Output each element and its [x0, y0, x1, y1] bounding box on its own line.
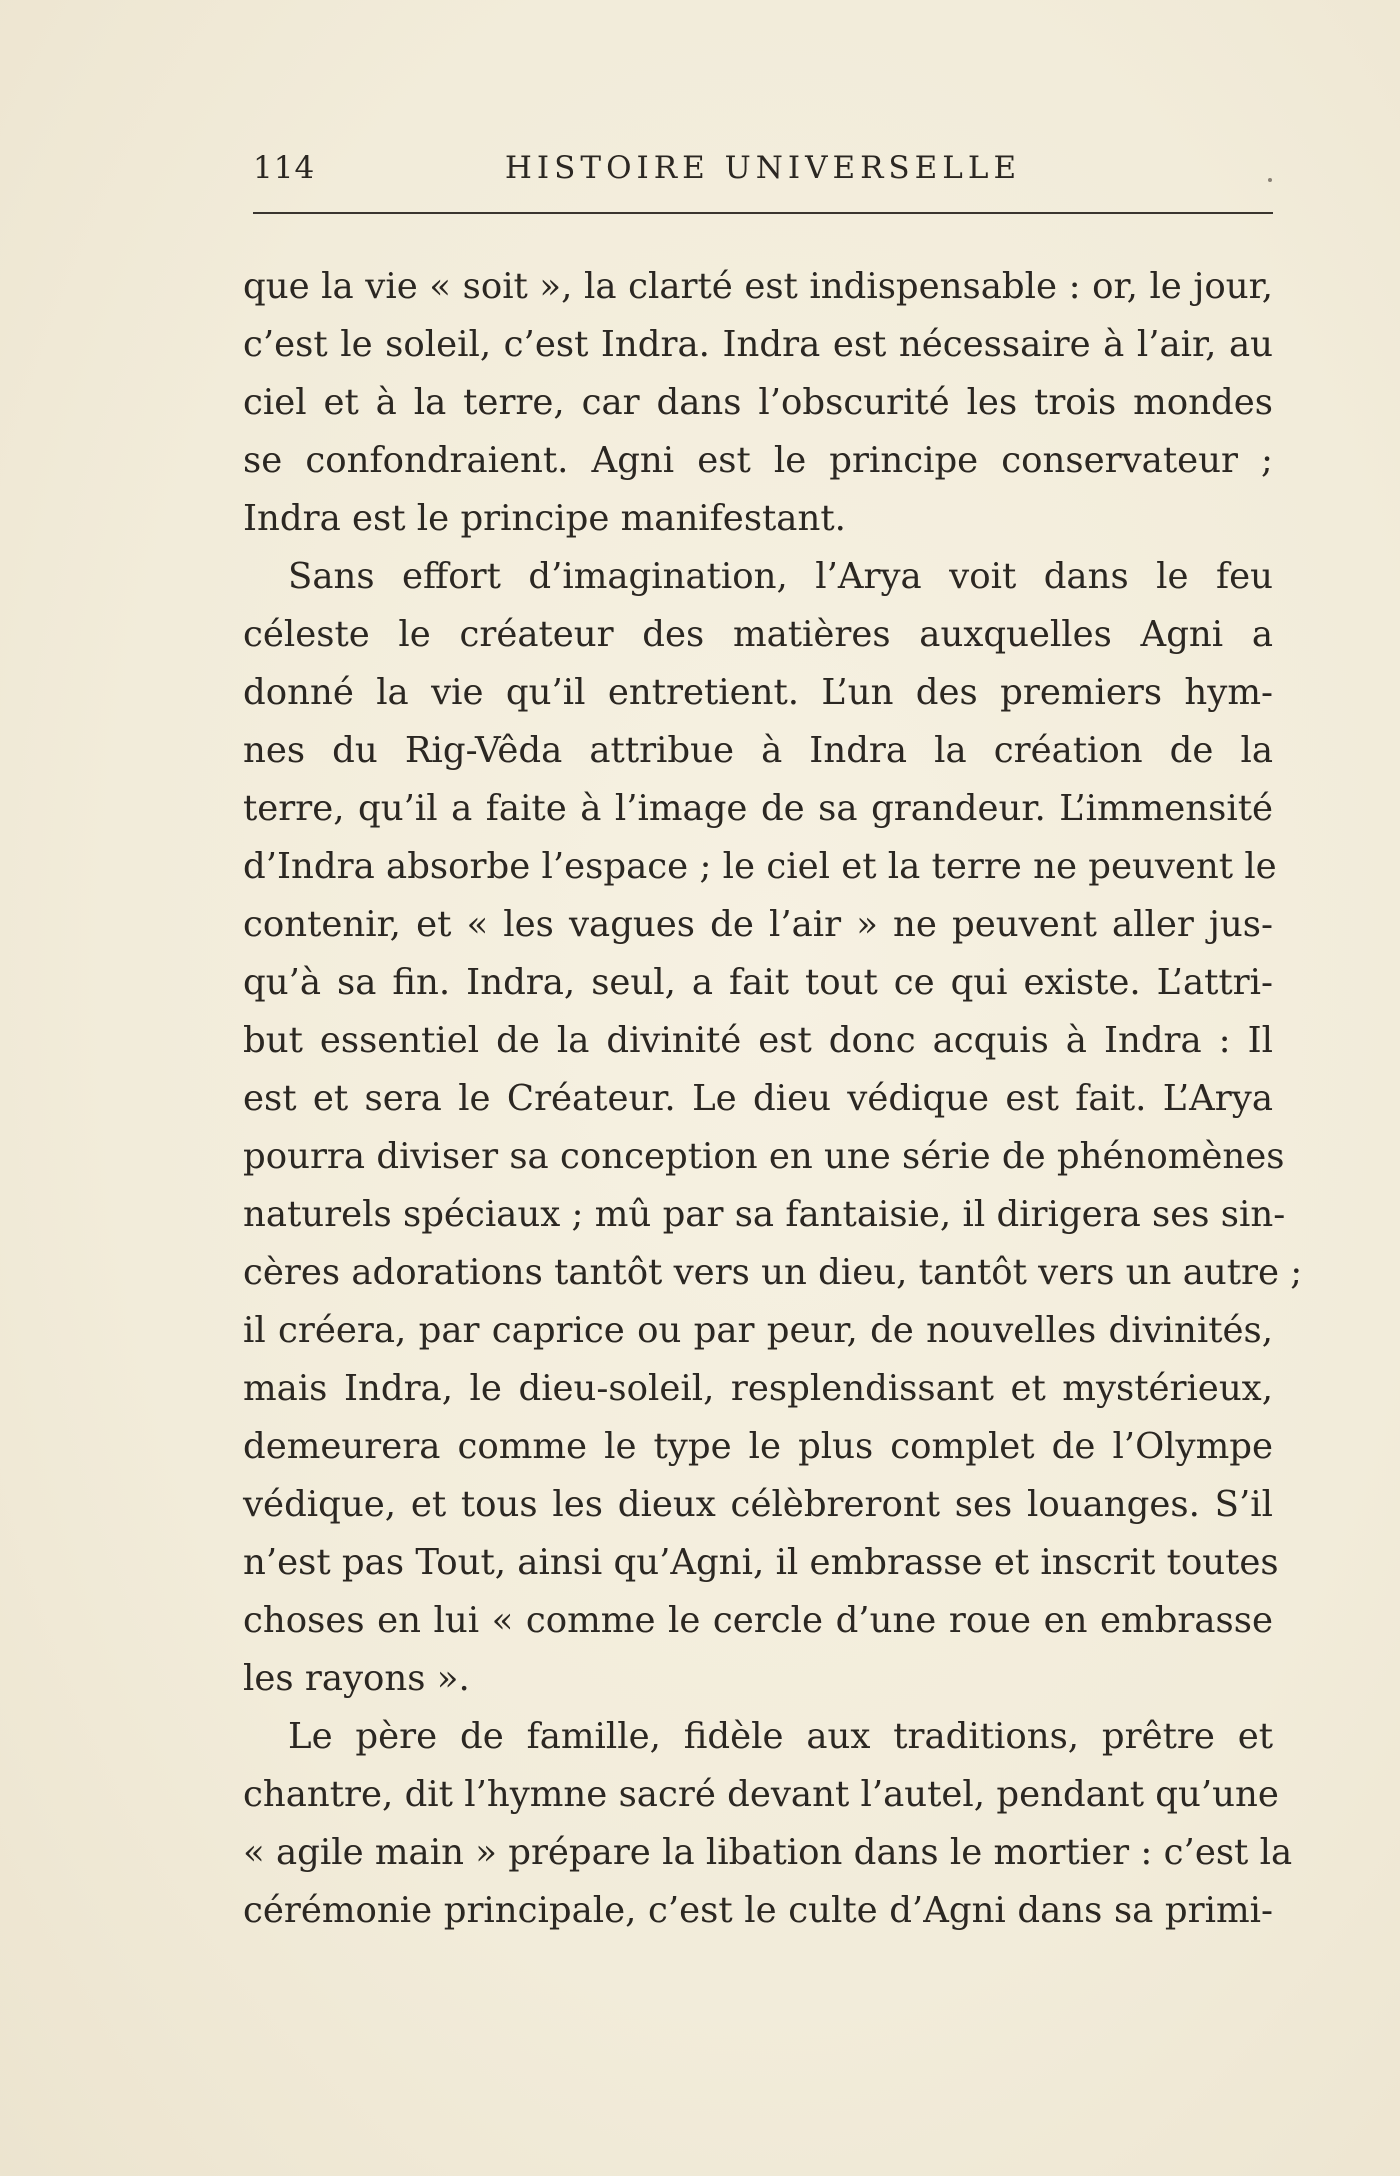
text-line: pourra diviser sa conception en une série de phénomènes	[243, 1136, 1285, 1177]
text-line: est et sera le Créateur. Le dieu védique est fait. L’Arya	[243, 1078, 1273, 1119]
text-line: qu’à sa fin. Indra, seul, a fait tout ce qui existe. L’attri-	[243, 962, 1273, 1003]
text-line: les rayons ».	[243, 1658, 470, 1699]
header-rule	[253, 212, 1273, 214]
text-line: céleste le créateur des matières auxquelles Agni a	[243, 614, 1273, 655]
text-line: « agile main » prépare la libation dans le mortier : c’est la	[243, 1832, 1293, 1873]
text-line: choses en lui « comme le cercle d’une roue en embrasse	[243, 1600, 1273, 1641]
text-line: c’est le soleil, c’est Indra. Indra est nécessaire à l’air, au	[243, 324, 1273, 365]
text-line: demeurera comme le type le plus complet de l’Olympe	[243, 1426, 1273, 1467]
running-head	[253, 150, 1273, 194]
text-line: se confondraient. Agni est le principe conservateur ;	[243, 440, 1273, 481]
text-line: mais Indra, le dieu-soleil, resplendissant et mystérieux,	[243, 1368, 1273, 1409]
text-line: d’Indra absorbe l’espace ; le ciel et la terre ne peuvent le	[243, 846, 1277, 887]
body-text	[243, 258, 1303, 1940]
text-line: que la vie « soit », la clarté est indispensable : or, le jour,	[243, 266, 1273, 307]
text-line: Sans effort d’imagination, l’Arya voit dans le feu	[288, 556, 1273, 597]
page-number: 114	[253, 150, 316, 186]
text-line: ciel et à la terre, car dans l’obscurité les trois mondes	[243, 382, 1273, 423]
text-line: nes du Rig-Vêda attribue à Indra la création de la	[243, 730, 1273, 771]
text-line: n’est pas Tout, ainsi qu’Agni, il embrasse et inscrit toutes	[243, 1542, 1279, 1583]
text-line: védique, et tous les dieux célèbreront ses louanges. S’il	[243, 1484, 1273, 1525]
text-line: but essentiel de la divinité est donc acquis à Indra : Il	[243, 1020, 1273, 1061]
text-line: naturels spéciaux ; mû par sa fantaisie, il dirigera ses sin-	[243, 1194, 1286, 1235]
text-line: cères adorations tantôt vers un dieu, tantôt vers un autre ;	[243, 1252, 1303, 1293]
text-line: Indra est le principe manifestant.	[243, 498, 846, 539]
text-line: chantre, dit l’hymne sacré devant l’autel, pendant qu’une	[243, 1774, 1279, 1815]
text-line: contenir, et « les vagues de l’air » ne peuvent aller jus-	[243, 904, 1273, 945]
text-line: terre, qu’il a faite à l’image de sa grandeur. L’immensité	[243, 788, 1273, 829]
text-line: donné la vie qu’il entretient. L’un des premiers hym-	[243, 672, 1273, 713]
running-title: HISTOIRE UNIVERSELLE	[504, 150, 1022, 186]
text-line: cérémonie principale, c’est le culte d’Agni dans sa primi-	[243, 1890, 1273, 1931]
ink-speck	[1268, 178, 1272, 182]
text-line: il créera, par caprice ou par peur, de nouvelles divinités,	[243, 1310, 1273, 1351]
text-line: Le père de famille, fidèle aux traditions, prêtre et	[288, 1716, 1273, 1757]
